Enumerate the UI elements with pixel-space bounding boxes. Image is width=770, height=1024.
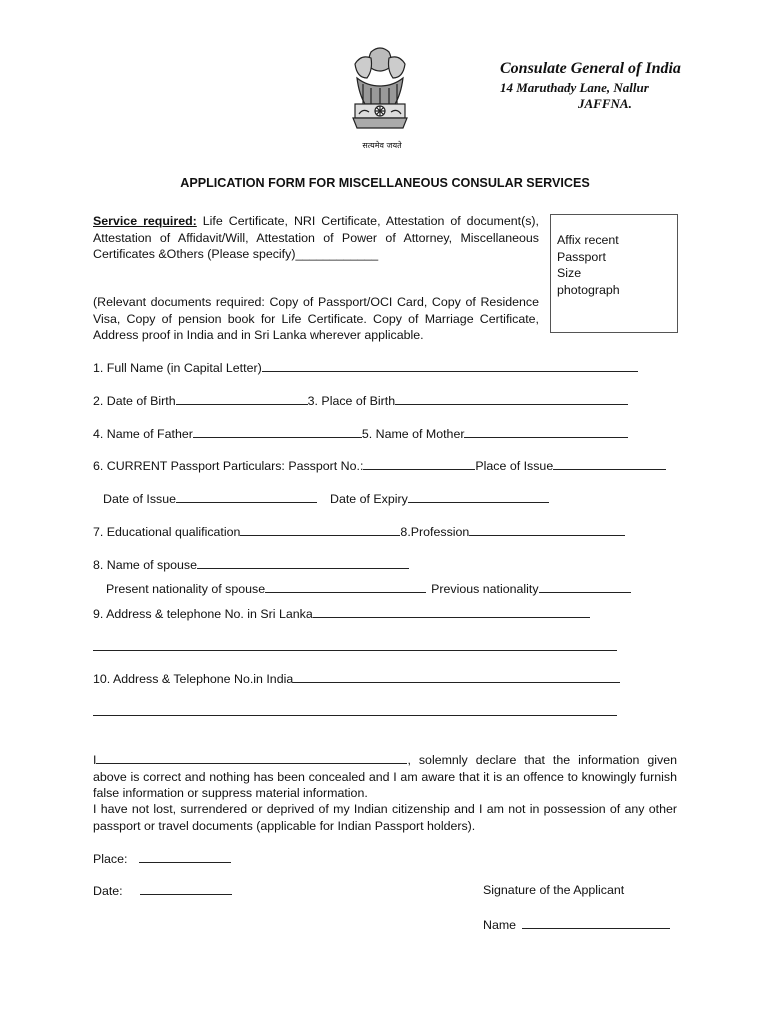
- spouse-label: 8. Name of spouse: [93, 558, 198, 572]
- declaration-text: , solemnly declare that the information given above is correct and nothing has been concealed and I am aware that it is an offence to knowingly furnish false information or suppress material information.: [93, 753, 677, 800]
- field-row-full-name: [93, 360, 638, 375]
- address-india-input[interactable]: [293, 671, 620, 683]
- date-of-issue-label: Date of Issue: [103, 492, 177, 506]
- full-name-input[interactable]: [262, 360, 638, 372]
- dob-input[interactable]: [176, 393, 308, 405]
- profession-label: 8.Profession: [400, 525, 470, 539]
- date-label: Date:: [93, 884, 123, 898]
- date-of-expiry-label: Date of Expiry: [330, 492, 408, 506]
- spouse-previous-nationality-input[interactable]: [539, 581, 631, 593]
- address-india-extra-line[interactable]: [93, 715, 617, 716]
- declaration-prefix: I: [93, 753, 97, 767]
- service-required-paragraph: [93, 213, 539, 263]
- full-name-label: 1. Full Name (in Capital Letter): [93, 361, 262, 375]
- pob-label: 3. Place of Birth: [307, 394, 396, 408]
- photo-label-line: Size: [557, 266, 582, 280]
- spouse-present-nationality-input[interactable]: [265, 581, 426, 593]
- passport-no-input[interactable]: [363, 458, 475, 470]
- spouse-previous-nationality-label: Previous nationality: [431, 582, 539, 596]
- address-sl-extra-line[interactable]: [93, 650, 617, 651]
- service-required-label: Service required:: [93, 214, 197, 228]
- place-of-issue-input[interactable]: [553, 458, 666, 470]
- field-row-spouse-nationality: [106, 581, 631, 596]
- father-input[interactable]: [193, 426, 362, 438]
- form-title: APPLICATION FORM FOR MISCELLANEOUS CONSULAR SERVICES: [180, 176, 590, 190]
- place-row: [93, 851, 231, 866]
- dob-label: 2. Date of Birth: [93, 394, 176, 408]
- field-row-birth: [93, 393, 628, 408]
- declaration-paragraph: [93, 752, 677, 802]
- field-row-passport: [93, 458, 666, 473]
- mother-label: 5. Name of Mother: [361, 427, 465, 441]
- consulate-name: Consulate General of India: [500, 60, 681, 77]
- photo-label-line: Passport: [557, 249, 606, 264]
- pob-input[interactable]: [395, 393, 628, 405]
- citizenship-declaration: I have not lost, surrendered or deprived of my Indian citizenship and I am not in possession of any other passport or travel documents (applicable for Indian Passport holders).: [93, 802, 677, 833]
- name-label: Name: [483, 918, 517, 932]
- education-input[interactable]: [240, 524, 400, 536]
- photo-label-line: photograph: [557, 282, 620, 297]
- date-row: [93, 883, 232, 898]
- place-of-issue-label: Place of Issue: [475, 459, 554, 473]
- declarant-name-input[interactable]: [96, 752, 407, 764]
- date-of-expiry-input[interactable]: [408, 491, 549, 503]
- service-required-text: Life Certificate, NRI Certificate, Attestation of document(s), Attestation of Affidavit/Will, Attestation of Power of Attorney, Miscellaneous Certificates &Others (Please specify)____________: [93, 214, 539, 261]
- emblem-motto: सत्यमेव जयते: [362, 141, 402, 150]
- date-of-issue-input[interactable]: [176, 491, 317, 503]
- spouse-present-nationality-label: Present nationality of spouse: [106, 582, 266, 596]
- father-label: 4. Name of Father: [93, 427, 193, 441]
- spouse-input[interactable]: [197, 557, 409, 569]
- field-row-address-sl: [93, 606, 590, 621]
- place-input[interactable]: [139, 851, 231, 863]
- field-row-spouse: [93, 557, 409, 572]
- address-sl-input[interactable]: [313, 606, 590, 618]
- education-label: 7. Educational qualification: [93, 525, 241, 539]
- place-label: Place:: [93, 852, 128, 866]
- date-input[interactable]: [140, 883, 232, 895]
- mother-input[interactable]: [464, 426, 628, 438]
- consulate-address-line2: JAFFNA.: [578, 96, 632, 111]
- documents-note: (Relevant documents required: Copy of Passport/OCI Card, Copy of Residence Visa, Copy of pension book for Life Certificate. Copy of Marriage Certificate, Address proof in India and in Sri Lanka wherever applicable.: [93, 295, 539, 342]
- field-row-address-india: [93, 671, 620, 686]
- signature-label: Signature of the Applicant: [483, 883, 625, 897]
- name-input[interactable]: [522, 917, 670, 929]
- photo-box-label: [557, 232, 620, 298]
- passport-no-label: 6. CURRENT Passport Particulars: Passport No.:: [93, 459, 364, 473]
- address-india-label: 10. Address & Telephone No.in India: [93, 672, 294, 686]
- name-row: [483, 917, 670, 932]
- consulate-address-line1: 14 Maruthady Lane, Nallur: [500, 80, 649, 95]
- field-row-passport-dates: [103, 491, 549, 506]
- address-sl-label: 9. Address & telephone No. in Sri Lanka: [93, 607, 313, 621]
- national-emblem-icon: [345, 42, 415, 142]
- field-row-education: [93, 524, 625, 539]
- profession-input[interactable]: [469, 524, 625, 536]
- photo-label-line: Affix recent: [557, 233, 619, 247]
- field-row-parents: [93, 426, 628, 441]
